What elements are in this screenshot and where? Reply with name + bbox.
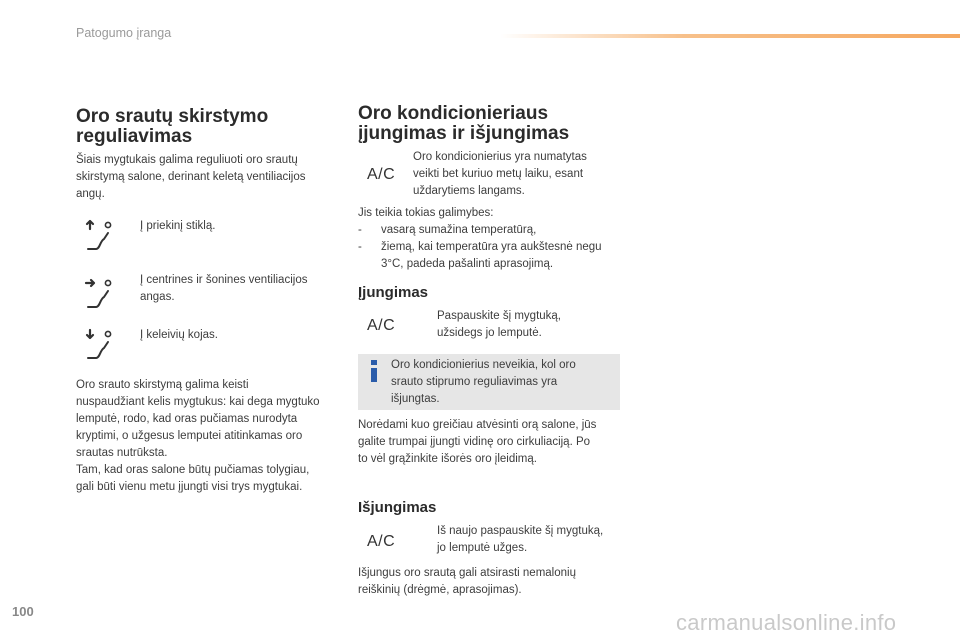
ac-on-button-label: A/C (367, 317, 396, 334)
windshield-airflow-icon (84, 219, 118, 253)
off-note: Išjungus oro srautą gali atsirasti nemalonių reiškinių (drėgmė, aprasojimas). (358, 567, 576, 596)
info-text: Oro kondicionierius neveikia, kol oro srauto stiprumo reguliavimas yra išjungtas. (391, 359, 576, 405)
center-vents-airflow-icon (84, 277, 118, 311)
on-instructions: Paspauskite šį mygtuką, užsidegs jo lemputė. (437, 310, 562, 339)
section-title: Patogumo įranga (76, 26, 172, 40)
feature-1-dash: - (358, 224, 362, 236)
left-heading-line1: Oro srautų skirstymo (76, 106, 269, 127)
recirculation-tip: Norėdami kuo greičiau atvėsinti orą salone, jūs galite trumpai įjungti vidinę oro cirkuliaciją. Po to vėl grąžinkite išorės oro įleidimą. (358, 419, 597, 465)
feature-1-text: vasarą sumažina temperatūrą, (381, 224, 537, 236)
left-outro: Oro srauto skirstymą galima keisti nuspaudžiant kelis mygtukus: kai dega mygtuko lemputė, rodo, kad oras pučiamas nurodyta kryptimi, o užgesus lemputei atitinkamas oro srautas nutrūksta. Tam, kad oras salone būtų pučiamas tolygiau, gali būti vienu metu įjungti visi trys mygtukai. (76, 379, 320, 493)
mode-windshield-label: Į priekinį stiklą. (140, 220, 216, 232)
header-accent-bar (500, 34, 960, 38)
left-heading-line2: reguliavimas (76, 126, 193, 147)
info-icon (369, 360, 379, 382)
left-intro: Šiais mygtukais galima reguliuoti oro srautų skirstymą salone, derinant keletą ventiliacijos angų. (76, 154, 306, 200)
mode-center-vents-label: Į centrines ir šonines ventiliacijos angas. (140, 274, 308, 303)
mode-footwell-label: Į keleivių kojas. (140, 329, 218, 341)
watermark: carmanualsonline.info (676, 610, 897, 635)
feature-2-text: žiemą, kai temperatūra yra aukštesnė negu 3°C, padeda pašalinti aprasojimą. (381, 241, 602, 270)
features-intro: Jis teikia tokias galimybes: (358, 207, 494, 219)
off-heading: Išjungimas (358, 499, 437, 516)
right-heading-line2: įjungimas ir išjungimas (358, 123, 570, 144)
right-heading-line1: Oro kondicionieriaus (358, 103, 549, 124)
page-number: 100 (12, 604, 34, 619)
ac-button-label: A/C (367, 166, 396, 183)
ac-description: Oro kondicionierius yra numatytas veikti bet kuriuo metų laiku, esant uždarytiems langams. (413, 151, 587, 197)
feature-2-dash: - (358, 241, 362, 253)
on-heading: Įjungimas (358, 284, 429, 301)
off-instructions: Iš naujo paspauskite šį mygtuką, jo lemputė užges. (437, 525, 604, 554)
footwell-airflow-icon (84, 328, 118, 362)
ac-off-button-label: A/C (367, 533, 396, 550)
